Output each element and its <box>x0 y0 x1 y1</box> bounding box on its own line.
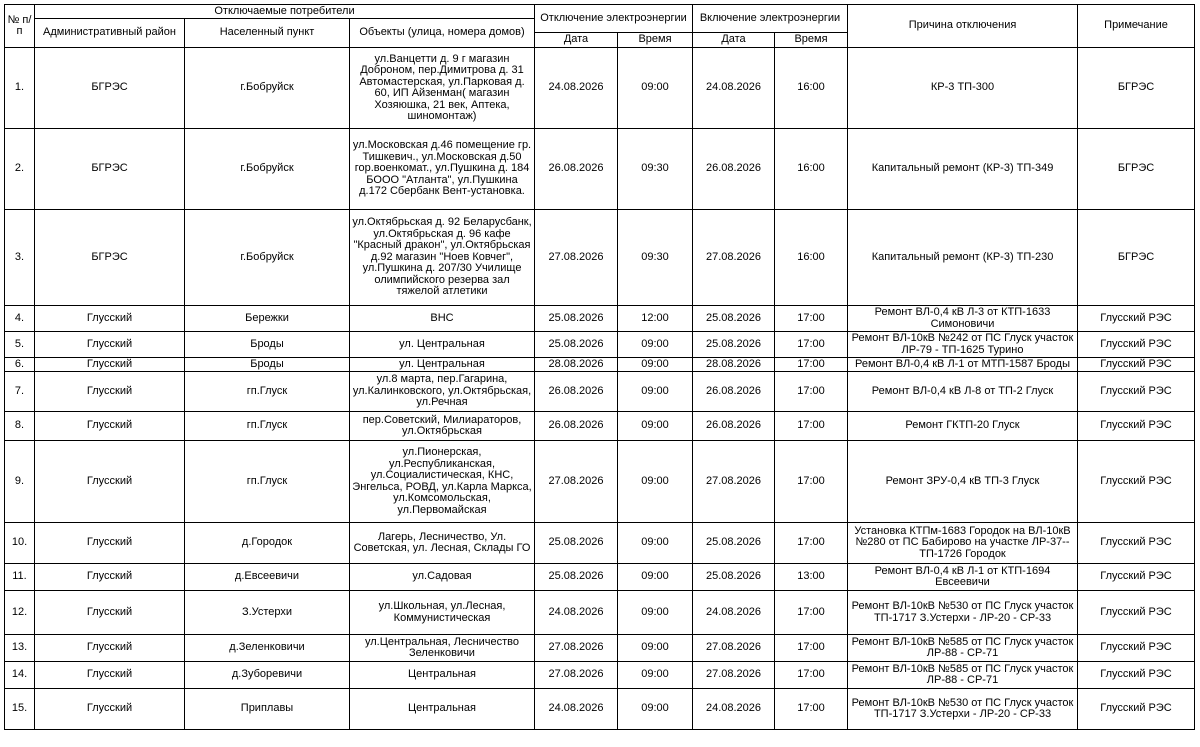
cell-reason: Ремонт ГКТП-20 Глуск <box>848 412 1078 441</box>
cell-objects: Центральная <box>350 662 535 689</box>
cell-off-time: 09:00 <box>618 635 693 662</box>
cell-off-time: 09:00 <box>618 412 693 441</box>
cell-locality: г.Бобруйск <box>185 129 350 210</box>
cell-on-time: 16:00 <box>775 48 848 129</box>
table-row <box>5 129 1195 210</box>
table-row <box>5 564 1195 591</box>
cell-locality: гп.Глуск <box>185 412 350 441</box>
table-row <box>5 412 1195 441</box>
cell-off-date: 27.08.2026 <box>535 441 618 523</box>
cell-objects: ул. Центральная <box>350 332 535 358</box>
cell-off-time: 09:00 <box>618 48 693 129</box>
col-header-on: Включение электроэнергии <box>693 5 848 33</box>
cell-reason: Ремонт ВЛ-10кВ №530 от ПС Глуск участок ТП-1717 З.Устерхи - ЛР-20 - СР-33 <box>848 591 1078 635</box>
cell-locality: д.Зуборевичи <box>185 662 350 689</box>
cell-locality: гп.Глуск <box>185 372 350 412</box>
cell-reason: Ремонт ЗРУ-0,4 кВ ТП-3 Глуск <box>848 441 1078 523</box>
cell-reason: Капитальный ремонт (КР-3) ТП-230 <box>848 210 1078 306</box>
cell-on-date: 26.08.2026 <box>693 129 775 210</box>
cell-note: Глусский РЭС <box>1078 332 1195 358</box>
cell-reason: Капитальный ремонт (КР-3) ТП-349 <box>848 129 1078 210</box>
cell-locality: Бережки <box>185 306 350 332</box>
cell-reason: Ремонт ВЛ-10кВ №242 от ПС Глуск участок ЛР-79 - ТП-1625 Турино <box>848 332 1078 358</box>
cell-on-time: 17:00 <box>775 412 848 441</box>
cell-num: 15. <box>5 689 35 730</box>
table-row <box>5 689 1195 730</box>
cell-on-date: 28.08.2026 <box>693 358 775 372</box>
cell-objects: ул.Пионерская, ул.Республиканская, ул.Социалистическая, КНС, Энгельса, РОВД, ул.Карла Маркса, ул.Комсомольская, ул.Первомайская <box>350 441 535 523</box>
cell-num: 3. <box>5 210 35 306</box>
cell-on-time: 17:00 <box>775 662 848 689</box>
cell-on-time: 17:00 <box>775 358 848 372</box>
cell-on-date: 26.08.2026 <box>693 372 775 412</box>
cell-num: 6. <box>5 358 35 372</box>
cell-locality: Броды <box>185 332 350 358</box>
cell-locality: Броды <box>185 358 350 372</box>
cell-objects: Лагерь, Лесничество, Ул. Советская, ул. Лесная, Склады ГО <box>350 523 535 564</box>
cell-objects: ул.Октябрьская д. 92 Беларусбанк, ул.Октябрьская д. 96 кафе "Красный дракон", ул.Октябрьская д.92 магазин "Ноев Ковчег", ул.Пушкина д. 207/30 Училище олимпийского резерва зал тяжелой атлетики <box>350 210 535 306</box>
cell-reason: КР-3 ТП-300 <box>848 48 1078 129</box>
cell-objects: ул.Московская д.46 помещение гр. Тишкевич., ул.Московская д.50 гор.военкомат., ул.Пушкина д. 184 БООО "Атланта", ул.Пушкина д.172 Сбербанк Вент-установка. <box>350 129 535 210</box>
cell-objects: ул.Садовая <box>350 564 535 591</box>
cell-on-time: 17:00 <box>775 441 848 523</box>
cell-district: Глусский <box>35 523 185 564</box>
cell-off-time: 09:00 <box>618 591 693 635</box>
cell-off-date: 26.08.2026 <box>535 412 618 441</box>
table-row <box>5 210 1195 306</box>
cell-off-date: 25.08.2026 <box>535 564 618 591</box>
table-row <box>5 591 1195 635</box>
cell-num: 11. <box>5 564 35 591</box>
cell-district: Глусский <box>35 372 185 412</box>
cell-on-time: 17:00 <box>775 332 848 358</box>
cell-note: Глусский РЭС <box>1078 523 1195 564</box>
cell-off-date: 27.08.2026 <box>535 635 618 662</box>
col-header-consumers: Отключаемые потребители <box>35 5 535 19</box>
cell-num: 8. <box>5 412 35 441</box>
cell-locality: г.Бобруйск <box>185 48 350 129</box>
cell-num: 13. <box>5 635 35 662</box>
cell-note: Глусский РЭС <box>1078 412 1195 441</box>
cell-on-date: 27.08.2026 <box>693 210 775 306</box>
col-header-off-date: Дата <box>535 33 618 48</box>
cell-reason: Установка КТПм-1683 Городок на ВЛ-10кВ №280 от ПС Бабирово на участке ЛР-37--ТП-1726 Городок <box>848 523 1078 564</box>
cell-on-time: 16:00 <box>775 210 848 306</box>
cell-note: Глусский РЭС <box>1078 689 1195 730</box>
cell-reason: Ремонт ВЛ-0,4 кВ Л-1 от КТП-1694 Евсеевичи <box>848 564 1078 591</box>
cell-on-date: 25.08.2026 <box>693 523 775 564</box>
cell-off-time: 09:00 <box>618 332 693 358</box>
cell-off-time: 09:00 <box>618 564 693 591</box>
cell-num: 1. <box>5 48 35 129</box>
cell-off-date: 25.08.2026 <box>535 332 618 358</box>
cell-on-date: 26.08.2026 <box>693 412 775 441</box>
col-header-off-time: Время <box>618 33 693 48</box>
cell-on-time: 13:00 <box>775 564 848 591</box>
col-header-on-time: Время <box>775 33 848 48</box>
cell-num: 2. <box>5 129 35 210</box>
cell-reason: Ремонт ВЛ-10кВ №585 от ПС Глуск участок ЛР-88 - СР-71 <box>848 662 1078 689</box>
cell-district: Глусский <box>35 591 185 635</box>
cell-locality: З.Устерхи <box>185 591 350 635</box>
cell-district: Глусский <box>35 635 185 662</box>
cell-on-time: 17:00 <box>775 523 848 564</box>
cell-district: Глусский <box>35 689 185 730</box>
cell-num: 4. <box>5 306 35 332</box>
cell-note: БГРЭС <box>1078 210 1195 306</box>
cell-on-time: 17:00 <box>775 372 848 412</box>
cell-note: Глусский РЭС <box>1078 306 1195 332</box>
cell-locality: Приплавы <box>185 689 350 730</box>
cell-off-date: 27.08.2026 <box>535 210 618 306</box>
cell-off-date: 25.08.2026 <box>535 523 618 564</box>
cell-reason: Ремонт ВЛ-10кВ №530 от ПС Глуск участок ТП-1717 З.Устерхи - ЛР-20 - СР-33 <box>848 689 1078 730</box>
cell-objects: ул. Центральная <box>350 358 535 372</box>
col-header-district: Административный район <box>35 19 185 48</box>
cell-district: Глусский <box>35 412 185 441</box>
cell-on-date: 24.08.2026 <box>693 591 775 635</box>
outage-table <box>4 4 1195 730</box>
cell-note: Глусский РЭС <box>1078 591 1195 635</box>
cell-num: 10. <box>5 523 35 564</box>
cell-district: БГРЭС <box>35 129 185 210</box>
cell-off-date: 25.08.2026 <box>535 306 618 332</box>
cell-locality: г.Бобруйск <box>185 210 350 306</box>
cell-off-time: 09:00 <box>618 372 693 412</box>
cell-objects: ВНС <box>350 306 535 332</box>
table-row <box>5 358 1195 372</box>
cell-note: Глусский РЭС <box>1078 358 1195 372</box>
cell-district: Глусский <box>35 662 185 689</box>
cell-objects: ул.Центральная, Лесничество Зеленковичи <box>350 635 535 662</box>
table-row <box>5 662 1195 689</box>
cell-note: Глусский РЭС <box>1078 635 1195 662</box>
cell-off-time: 09:00 <box>618 441 693 523</box>
cell-on-date: 27.08.2026 <box>693 635 775 662</box>
cell-note: Глусский РЭС <box>1078 372 1195 412</box>
cell-district: Глусский <box>35 358 185 372</box>
cell-note: Глусский РЭС <box>1078 662 1195 689</box>
cell-reason: Ремонт ВЛ-0,4 кВ Л-3 от КТП-1633 Симоновичи <box>848 306 1078 332</box>
cell-num: 14. <box>5 662 35 689</box>
cell-note: Глусский РЭС <box>1078 564 1195 591</box>
col-header-locality: Населенный пункт <box>185 19 350 48</box>
cell-objects: ул.Ванцетти д. 9 г магазин Доброном, пер.Димитрова д. 31 Автомастерская, ул.Парковая д. 60, ИП Айзенман( магазин Хозяюшка, 21 век, Аптека, шиномонтаж) <box>350 48 535 129</box>
cell-on-date: 25.08.2026 <box>693 564 775 591</box>
cell-reason: Ремонт ВЛ-10кВ №585 от ПС Глуск участок ЛР-88 - СР-71 <box>848 635 1078 662</box>
cell-objects: Центральная <box>350 689 535 730</box>
cell-note: БГРЭС <box>1078 48 1195 129</box>
cell-off-date: 24.08.2026 <box>535 48 618 129</box>
table-row <box>5 332 1195 358</box>
cell-on-date: 27.08.2026 <box>693 441 775 523</box>
cell-note: БГРЭС <box>1078 129 1195 210</box>
cell-on-time: 17:00 <box>775 689 848 730</box>
cell-off-time: 09:00 <box>618 662 693 689</box>
col-header-note: Примечание <box>1078 5 1195 48</box>
col-header-num: № п/п <box>5 5 35 48</box>
cell-on-time: 17:00 <box>775 306 848 332</box>
cell-off-time: 09:30 <box>618 210 693 306</box>
cell-off-date: 24.08.2026 <box>535 689 618 730</box>
cell-district: Глусский <box>35 564 185 591</box>
cell-district: Глусский <box>35 441 185 523</box>
cell-locality: гп.Глуск <box>185 441 350 523</box>
col-header-off: Отключение электроэнергии <box>535 5 693 33</box>
table-row <box>5 372 1195 412</box>
cell-on-date: 27.08.2026 <box>693 662 775 689</box>
cell-district: БГРЭС <box>35 210 185 306</box>
cell-num: 5. <box>5 332 35 358</box>
table-row <box>5 441 1195 523</box>
col-header-on-date: Дата <box>693 33 775 48</box>
cell-off-date: 28.08.2026 <box>535 358 618 372</box>
cell-district: БГРЭС <box>35 48 185 129</box>
cell-num: 9. <box>5 441 35 523</box>
cell-district: Глусский <box>35 332 185 358</box>
cell-objects: пер.Советский, Милиараторов, ул.Октябрьская <box>350 412 535 441</box>
cell-on-date: 24.08.2026 <box>693 48 775 129</box>
cell-off-time: 09:00 <box>618 523 693 564</box>
cell-on-date: 25.08.2026 <box>693 306 775 332</box>
cell-num: 7. <box>5 372 35 412</box>
cell-off-date: 26.08.2026 <box>535 372 618 412</box>
cell-reason: Ремонт ВЛ-0,4 кВ Л-8 от ТП-2 Глуск <box>848 372 1078 412</box>
cell-note: Глусский РЭС <box>1078 441 1195 523</box>
cell-reason: Ремонт ВЛ-0,4 кВ Л-1 от МТП-1587 Броды <box>848 358 1078 372</box>
cell-off-time: 12:00 <box>618 306 693 332</box>
cell-off-date: 26.08.2026 <box>535 129 618 210</box>
table-row <box>5 306 1195 332</box>
col-header-reason: Причина отключения <box>848 5 1078 48</box>
cell-off-date: 27.08.2026 <box>535 662 618 689</box>
cell-off-time: 09:30 <box>618 129 693 210</box>
cell-locality: д.Евсеевичи <box>185 564 350 591</box>
cell-on-time: 17:00 <box>775 635 848 662</box>
cell-locality: д.Зеленковичи <box>185 635 350 662</box>
cell-locality: д.Городок <box>185 523 350 564</box>
cell-objects: ул.8 марта, пер.Гагарина, ул.Калинковского, ул.Октябрьская, ул.Речная <box>350 372 535 412</box>
cell-objects: ул.Школьная, ул.Лесная, Коммунистическая <box>350 591 535 635</box>
cell-on-date: 25.08.2026 <box>693 332 775 358</box>
cell-district: Глусский <box>35 306 185 332</box>
cell-off-date: 24.08.2026 <box>535 591 618 635</box>
table-row <box>5 635 1195 662</box>
cell-on-time: 16:00 <box>775 129 848 210</box>
cell-on-date: 24.08.2026 <box>693 689 775 730</box>
col-header-objects: Объекты (улица, номера домов) <box>350 19 535 48</box>
cell-on-time: 17:00 <box>775 591 848 635</box>
cell-off-time: 09:00 <box>618 358 693 372</box>
cell-num: 12. <box>5 591 35 635</box>
table-row <box>5 48 1195 129</box>
cell-off-time: 09:00 <box>618 689 693 730</box>
table-row <box>5 523 1195 564</box>
